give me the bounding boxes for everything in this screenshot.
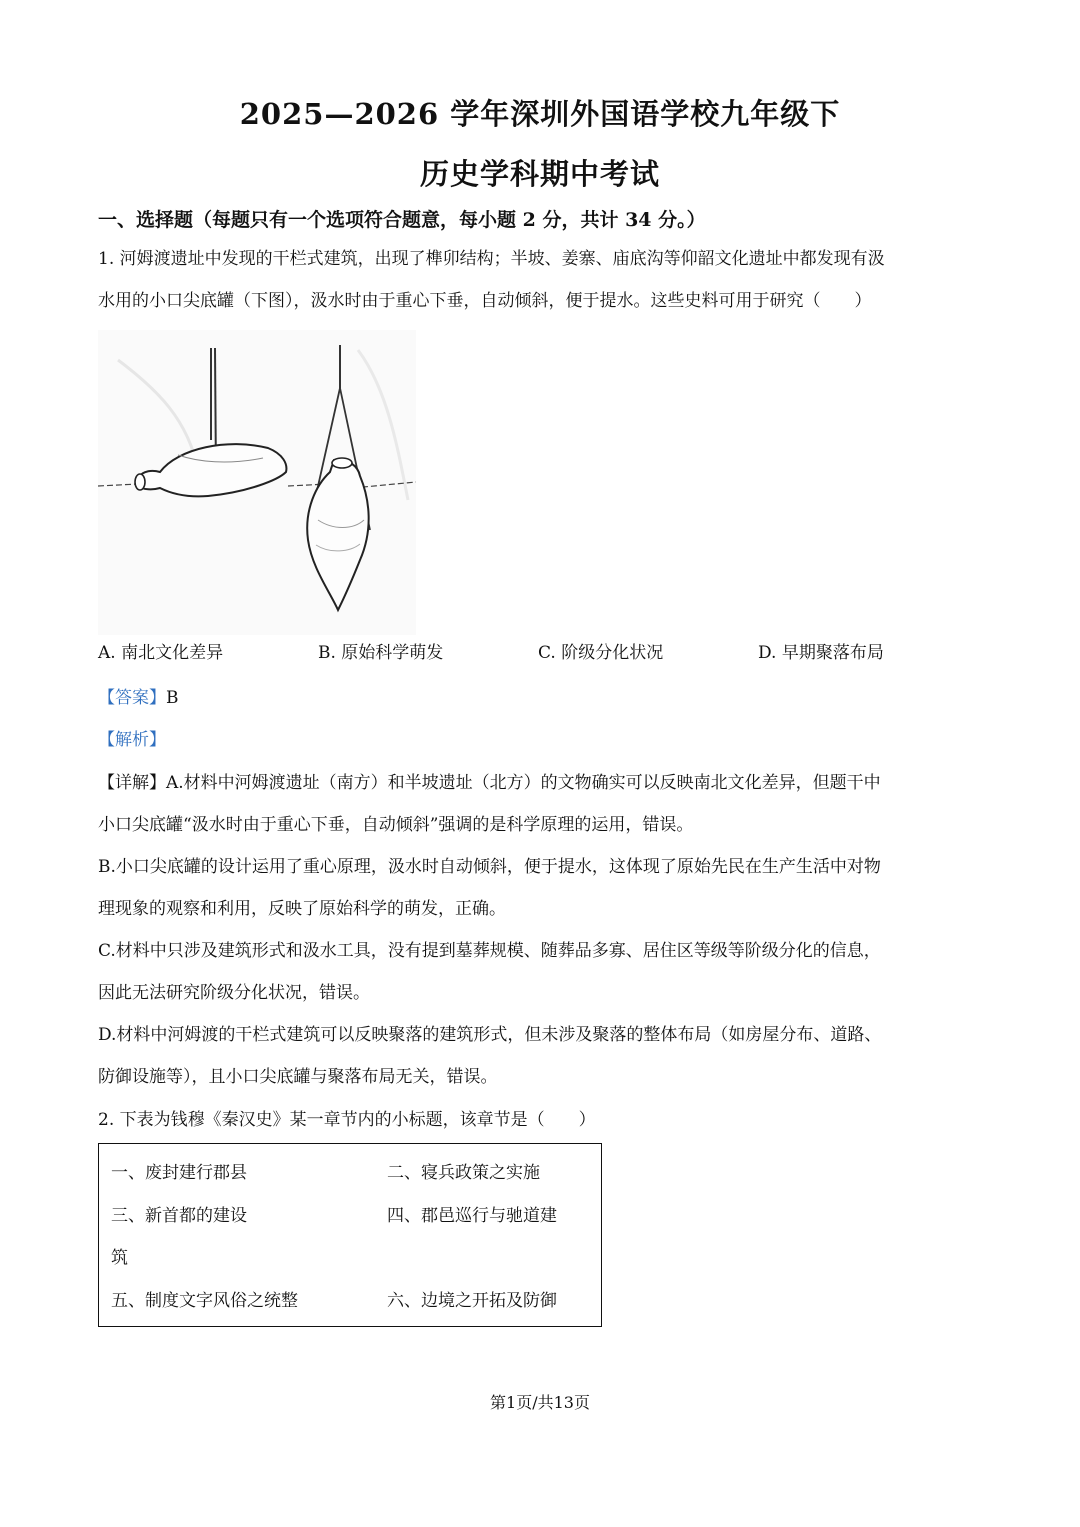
table-cell: 四、郡邑巡行与驰道建 — [387, 1206, 557, 1226]
table-cell: 一、废封建行郡县 — [111, 1163, 247, 1183]
table-cell: 筑 — [111, 1248, 128, 1268]
answer-label: 【答案】 — [98, 688, 166, 708]
question2-stem: 2. 下表为钱穆《秦汉史》某一章节内的小标题，该章节是（ ） — [98, 1110, 596, 1130]
analysis-label: 【解析】 — [98, 730, 166, 750]
detail-explanation — [98, 762, 988, 1098]
question1-stem — [98, 238, 988, 322]
page-indicator: 第1页/共13页 — [490, 1393, 590, 1412]
answer-line — [98, 683, 179, 708]
question1-options — [98, 638, 998, 663]
question1-stem-line1: 1. 河姆渡遗址中发现的干栏式建筑，出现了榫卯结构；半坡、姜寨、庙底沟等仰韶文化遗址中都发现有汲 — [98, 249, 885, 269]
chapter-subtitle-table — [98, 1143, 602, 1327]
detail-line: 理现象的观察和利用，反映了原始科学的萌发，正确。 — [98, 899, 506, 919]
option-b: B. 原始科学萌发 — [318, 643, 444, 663]
table-cell: 五、制度文字风俗之统整 — [111, 1291, 298, 1311]
detail-line: 因此无法研究阶级分化状况，错误。 — [98, 983, 370, 1003]
exam-title-line1: 2025—2026 学年深圳外国语学校九年级下 — [239, 97, 841, 131]
table-cell: 六、边境之开拓及防御 — [387, 1291, 557, 1311]
section-heading: 一、选择题（每题只有一个选项符合题意，每小题 2 分，共计 34 分。） — [98, 209, 706, 231]
question1-stem-line2: 水用的小口尖底罐（下图），汲水时由于重心下垂，自动倾斜，便于提水。这些史料可用于研究（ ） — [98, 291, 872, 311]
detail-line: C.材料中只涉及建筑形式和汲水工具，没有提到墓葬规模、随葬品多寡、居住区等级等阶级分化的信息， — [98, 941, 881, 961]
option-c: C. 阶级分化状况 — [538, 643, 664, 663]
table-cell: 二、寝兵政策之实施 — [387, 1163, 540, 1183]
option-d: D. 早期聚落布局 — [758, 643, 884, 663]
detail-line: 【详解】A.材料中河姆渡遗址（南方）和半坡遗址（北方）的文物确实可以反映南北文化差异，但题干中 — [98, 773, 881, 793]
detail-line: D.材料中河姆渡的干栏式建筑可以反映聚落的建筑形式，但未涉及聚落的整体布局（如房屋分布、道路、 — [98, 1025, 882, 1045]
table-cell: 三、新首都的建设 — [111, 1206, 247, 1226]
exam-title-line2: 历史学科期中考试 — [419, 157, 660, 191]
detail-line: B.小口尖底罐的设计运用了重心原理，汲水时自动倾斜，便于提水，这体现了原始先民在生产生活中对物 — [98, 857, 881, 877]
option-a: A. 南北文化差异 — [98, 643, 224, 663]
pointed-bottom-jar-figure — [98, 330, 416, 635]
detail-line: 小口尖底罐“汲水时由于重心下垂，自动倾斜”强调的是科学原理的运用，错误。 — [98, 815, 694, 835]
answer-value: B — [166, 688, 179, 708]
detail-line: 防御设施等），且小口尖底罐与聚落布局无关，错误。 — [98, 1067, 498, 1087]
